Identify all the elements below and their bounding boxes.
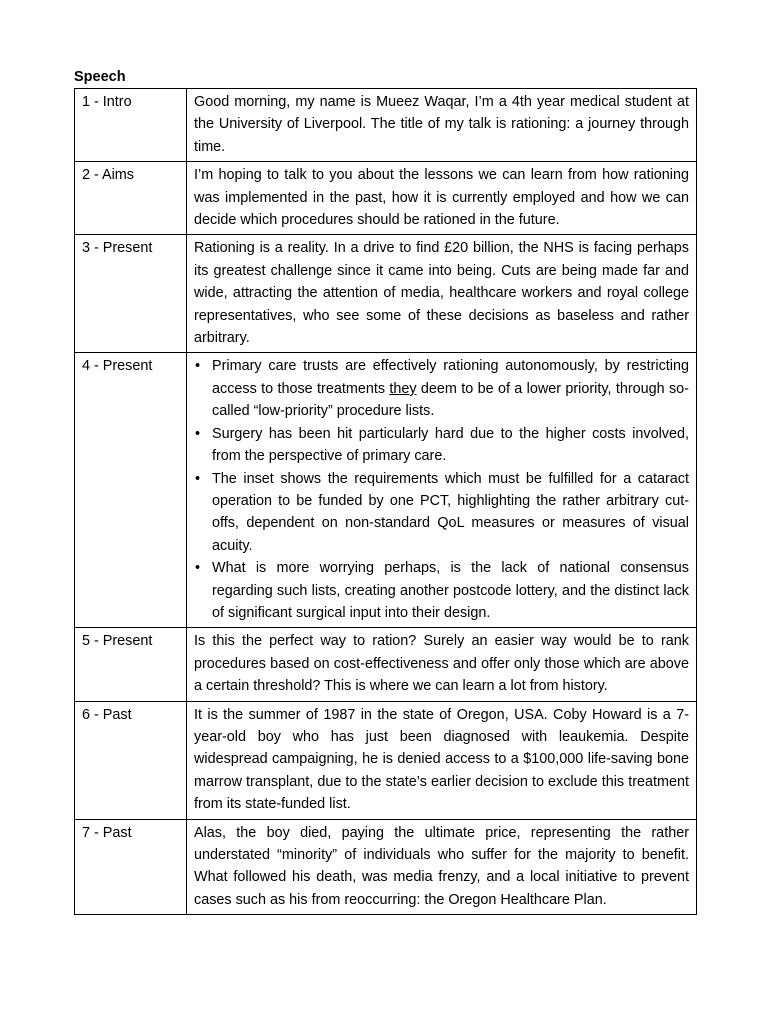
bullet-item: • What is more worrying perhaps, is the lack of national consensus regarding such lists, creating another postcode lottery, and the distinct lack of significant surgical input into their design. xyxy=(194,557,689,624)
bullet-item: • The inset shows the requirements which must be fulfilled for a cataract operation to be funded by one PCT, highlighting the rather arbitrary cut-offs, dependent on non-standard QoL measures or measures of visual acuity. xyxy=(194,468,689,558)
table-row xyxy=(75,235,697,353)
table-row xyxy=(75,89,697,162)
row-text: It is the summer of 1987 in the state of Oregon, USA. Coby Howard is a 7-year-old boy who has just been diagnosed with leaukemia. Despite widespread campaigning, he is denied access to a $100,000 life-saving bone marrow transplant, due to the state’s earlier decision to exclude this treatment from its state-funded list. xyxy=(187,701,697,819)
table-row xyxy=(75,353,697,628)
row-label: 1 - Intro xyxy=(75,89,187,162)
speech-table xyxy=(74,88,697,915)
row-text: Is this the perfect way to ration? Surely an easier way would be to rank procedures based on cost-effectiveness and offer only those which are above a certain threshold? This is where we can learn a lot from history. xyxy=(187,628,697,701)
table-row xyxy=(75,701,697,819)
row-text: Rationing is a reality. In a drive to find £20 billion, the NHS is facing perhaps its greatest challenge since it came into being. Cuts are being made far and wide, attracting the attention of media, healthcare workers and royal college representatives, who see some of these decisions as baseless and rather arbitrary. xyxy=(187,235,697,353)
row-label: 5 - Present xyxy=(75,628,187,701)
row-text: Alas, the boy died, paying the ultimate price, representing the rather understated “minority” of individuals who suffer for the majority to benefit. What followed his death, was media frenzy, and a local initiative to prevent cases such as his from reoccurring: the Oregon Healthcare Plan. xyxy=(187,819,697,915)
bullet-text: Primary care trusts are effectively rationing autonomously, by restricting access to those treatments xyxy=(212,358,689,397)
row-label: 6 - Past xyxy=(75,701,187,819)
row-text: Good morning, my name is Mueez Waqar, I’m a 4th year medical student at the University of Liverpool. The title of my talk is rationing: a journey through time. xyxy=(187,89,697,162)
row-label: 4 - Present xyxy=(75,353,187,628)
row-label: 3 - Present xyxy=(75,235,187,353)
bullet-item: • Surgery has been hit particularly hard due to the higher costs involved, from the perspective of primary care. xyxy=(194,423,689,468)
table-row xyxy=(75,819,697,915)
table-row xyxy=(75,628,697,701)
row-label: 7 - Past xyxy=(75,819,187,915)
row-label: 2 - Aims xyxy=(75,162,187,235)
underlined-word: they xyxy=(389,380,417,397)
bullet-item xyxy=(194,355,689,422)
table-row xyxy=(75,162,697,235)
row-bullets xyxy=(187,353,697,628)
row-text: I’m hoping to talk to you about the lessons we can learn from how rationing was implemented in the past, how it is currently employed and how we can decide which procedures should be rationed in the future. xyxy=(187,162,697,235)
page-title: Speech xyxy=(74,69,126,85)
bullet-text: deem to be of a lower priority, through so-called “low-priority” procedure lists. xyxy=(212,380,689,420)
